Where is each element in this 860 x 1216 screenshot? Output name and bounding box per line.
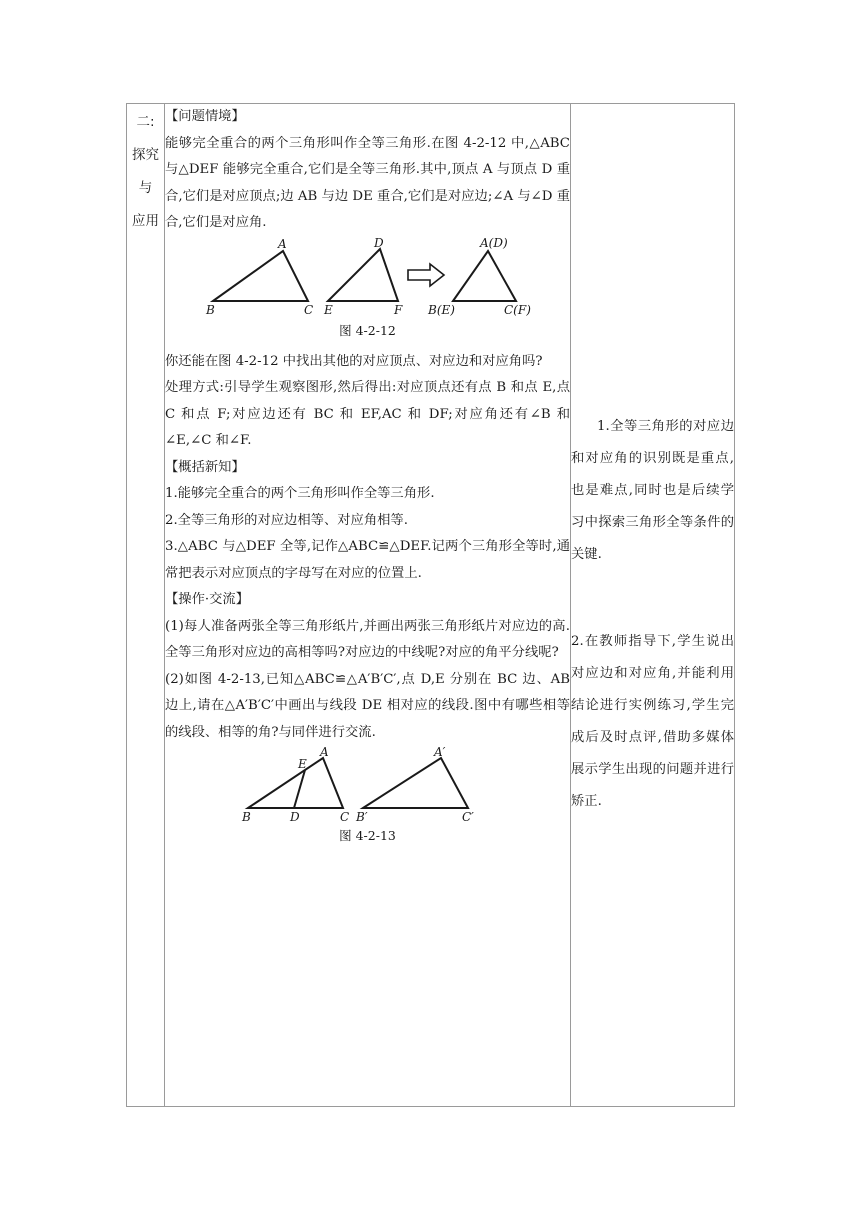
triangle-abc-prime	[363, 758, 468, 808]
label-ad: A(D)	[479, 236, 508, 250]
label-d-2: D	[289, 810, 300, 824]
operation-item-2: (2)如图 4-2-13,已知△ABC≌△A′B′C′,点 D,E 分别在 BC 边、AB 边上,请在△A′B′C′中画出与线段 DE 相对应的线段.图中有哪些相等的线段、相等的角?与同伴进行交流.	[165, 671, 570, 740]
label-a: A	[277, 236, 287, 251]
label-c: C	[303, 302, 313, 317]
summary-item-3: 3.△ABC 与△DEF 全等,记作△ABC≌△DEF.记两个三角形全等时,通常把表示对应顶点的字母写在对应的位置上.	[165, 539, 570, 581]
label-d: D	[373, 236, 384, 250]
label-c-prime: C′	[461, 810, 474, 824]
summary-heading: 【概括新知】	[165, 459, 245, 475]
label-b: B	[205, 302, 215, 317]
label-e: E	[323, 302, 333, 317]
label-f: F	[393, 302, 402, 317]
label-e-2: E	[297, 757, 307, 771]
main-content-cell	[165, 104, 571, 1107]
section-title-line-3: 应用	[132, 213, 159, 229]
label-c-2: C	[339, 810, 349, 824]
lesson-table	[126, 103, 735, 1107]
triangle-figure-1	[198, 237, 538, 319]
label-be: B(E)	[427, 302, 455, 317]
summary-item-1: 1.能够完全重合的两个三角形叫作全等三角形.	[165, 486, 435, 501]
operation-item-1: (1)每人准备两张全等三角形纸片,并画出两张三角形纸片对应边的高.全等三角形对应边的高相等吗?对应边的中线呢?对应的角平分线呢?	[165, 618, 570, 660]
label-a-prime: A′	[433, 746, 445, 759]
section-title-line-2: 与	[138, 180, 153, 196]
situation-heading: 【问题情境】	[165, 109, 245, 124]
triangle-figure-2	[238, 746, 498, 824]
notes-cell	[571, 104, 735, 1107]
label-a-2: A	[319, 746, 329, 759]
situation-paragraph: 能够完全重合的两个三角形叫作全等三角形.在图 4-2-12 中,△ABC与△DEF 能够完全重合,它们是全等三角形.其中,顶点 A 与顶点 D 重合,它们是对应顶点;边 AB 与边 DE 重合,它们是对应边;∠A 与∠D 重合,它们是对应角.	[165, 135, 570, 230]
figure-caption-4-2-12: 图 4-2-12	[339, 322, 396, 338]
figure-4-2-13	[165, 746, 570, 824]
operation-heading: 【操作·交流】	[165, 592, 250, 607]
note-2: 2.在教师指导下,学生说出对应边和对应角,并能利用结论进行实例练习,学生完成后及时点评,借助多媒体展示学生出现的问题并进行矫正.	[571, 634, 734, 809]
right-arrow-icon	[408, 264, 444, 286]
triangle-overlap	[453, 251, 516, 301]
label-b-2: B	[241, 810, 251, 824]
note-1: 1.全等三角形的对应边和对应角的识别既是重点,也是难点,同时也是后续学习中探索三角形全等条件的关键.	[571, 419, 734, 562]
figure-caption-4-2-13: 图 4-2-13	[339, 828, 396, 843]
section-number: 二:	[136, 114, 155, 130]
label-b-prime: B′	[355, 810, 368, 824]
situation-handling: 处理方式:引导学生观察图形,然后得出:对应顶点还有点 B 和点 E,点 C 和点 F;对应边还有 BC 和 EF,AC 和 DF;对应角还有∠B 和∠E,∠C 和∠F.	[165, 380, 570, 448]
section-label-cell	[127, 104, 165, 1107]
triangle-abc	[213, 251, 308, 301]
label-cf: C(F)	[503, 302, 531, 317]
figure-4-2-12	[165, 237, 570, 319]
triangle-def	[328, 249, 398, 301]
section-title-line-1: 探究	[132, 147, 159, 163]
situation-question: 你还能在图 4-2-12 中找出其他的对应顶点、对应边和对应角吗?	[165, 353, 543, 369]
summary-item-2: 2.全等三角形的对应边相等、对应角相等.	[165, 512, 408, 528]
